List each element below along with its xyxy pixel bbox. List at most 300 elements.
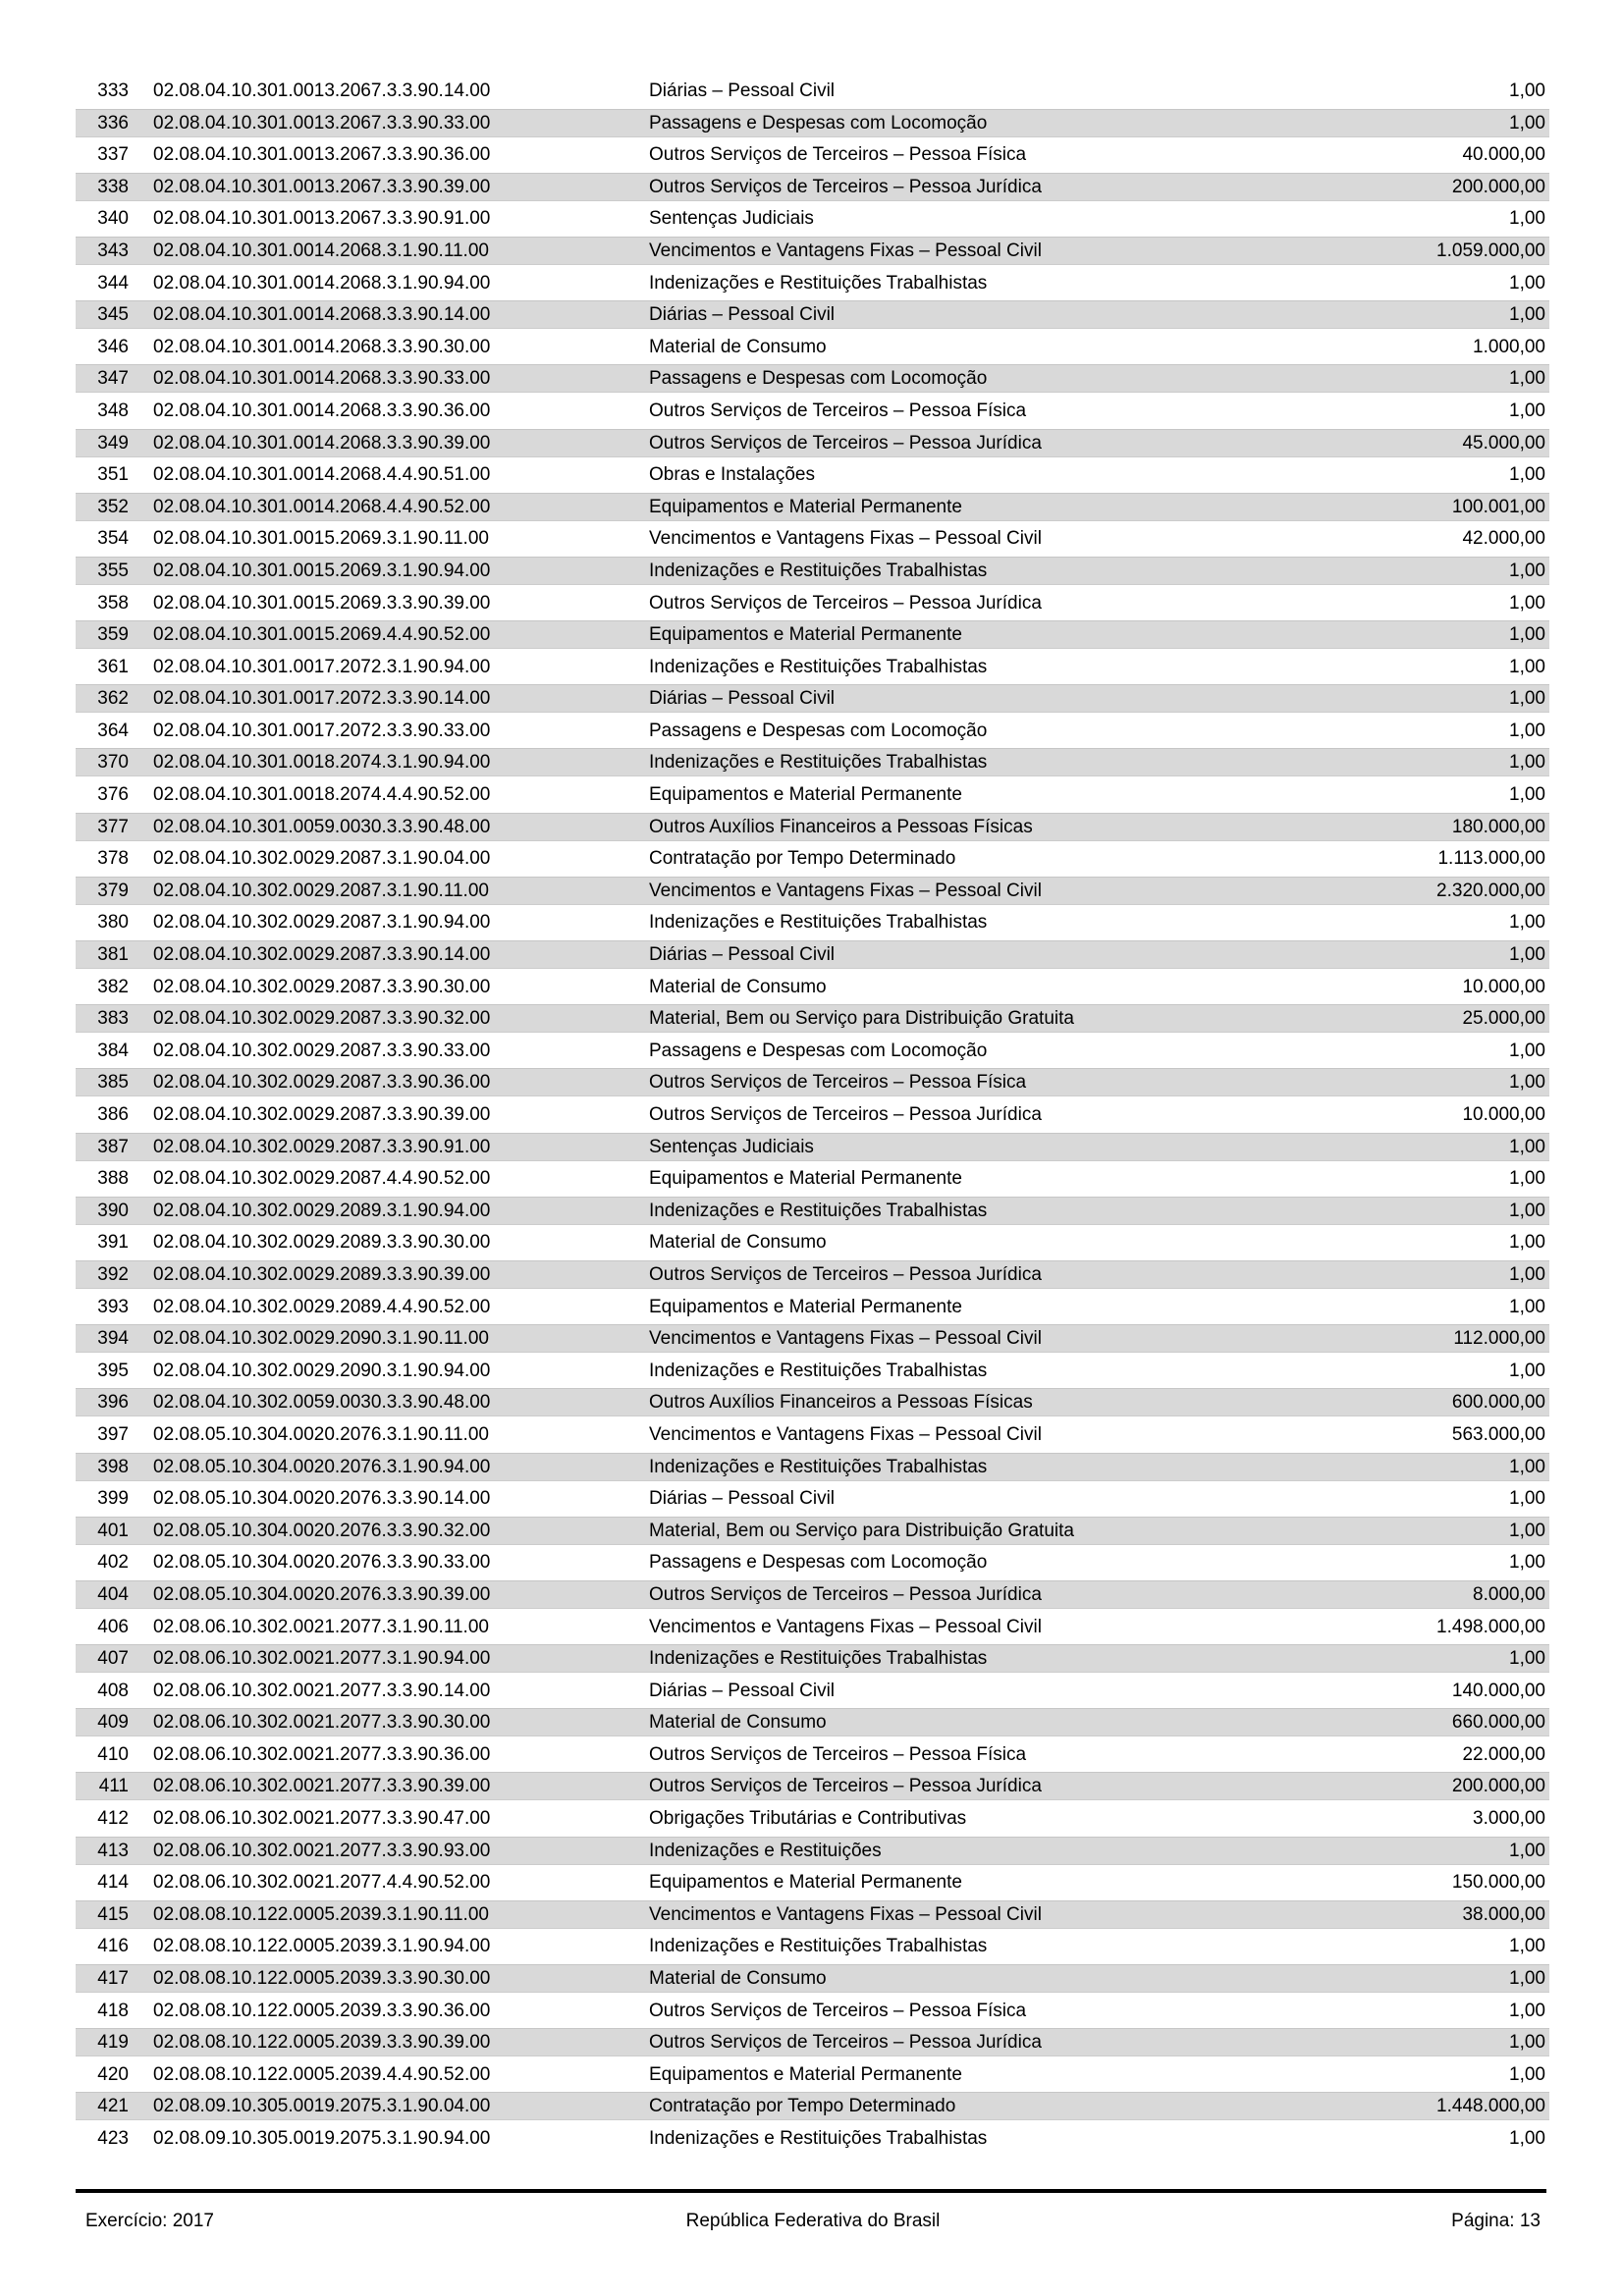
row-budget-code: 02.08.04.10.301.0014.2068.3.3.90.36.00 [153,400,491,421]
row-number: 419 [97,2032,129,2054]
row-budget-code: 02.08.04.10.301.0014.2068.4.4.90.51.00 [153,464,491,486]
row-value: 1,00 [1509,368,1545,390]
row-value: 1,00 [1509,208,1545,230]
row-description: Indenizações e Restituições Trabalhistas [649,656,988,677]
footer-rule [76,2189,1546,2193]
row-value: 1,00 [1509,1488,1545,1510]
row-number: 352 [97,496,129,517]
row-description: Contratação por Tempo Determinado [649,848,956,870]
row-description: Vencimentos e Vantagens Fixas – Pessoal Civil [649,1328,1042,1350]
row-description: Passagens e Despesas com Locomoção [649,368,988,390]
row-number: 351 [97,464,129,486]
row-budget-code: 02.08.06.10.302.0021.2077.3.3.90.47.00 [153,1808,491,1830]
row-description: Passagens e Despesas com Locomoção [649,1040,988,1061]
table-row [76,1229,1549,1255]
row-budget-code: 02.08.04.10.301.0014.2068.3.3.90.39.00 [153,432,491,454]
row-description: Indenizações e Restituições Trabalhistas [649,1648,988,1670]
row-number: 418 [97,2000,129,2021]
row-value: 1,00 [1509,1136,1545,1157]
row-value: 1,00 [1509,1040,1545,1061]
row-budget-code: 02.08.04.10.301.0013.2067.3.3.90.33.00 [153,112,491,133]
row-value: 1,00 [1509,1456,1545,1477]
row-budget-code: 02.08.04.10.302.0029.2087.3.3.90.39.00 [153,1104,491,1125]
row-budget-code: 02.08.06.10.302.0021.2077.3.3.90.14.00 [153,1680,491,1701]
table-row [76,238,1549,264]
row-value: 25.000,00 [1462,1008,1545,1030]
row-description: Vencimentos e Vantagens Fixas – Pessoal Civil [649,240,1042,261]
row-description: Outros Serviços de Terceiros – Pessoa Jurídica [649,1776,1042,1797]
row-budget-code: 02.08.06.10.302.0021.2077.3.1.90.94.00 [153,1648,491,1670]
row-budget-code: 02.08.04.10.302.0029.2087.3.3.90.91.00 [153,1136,491,1157]
row-budget-code: 02.08.04.10.302.0029.2087.3.3.90.14.00 [153,944,491,966]
row-value: 38.000,00 [1462,1903,1545,1925]
row-number: 417 [97,1968,129,1990]
row-description: Diárias – Pessoal Civil [649,304,836,326]
table-row [76,174,1549,200]
table-row [76,1869,1549,1896]
row-description: Equipamentos e Material Permanente [649,784,962,806]
row-number: 347 [97,368,129,390]
row-number: 344 [97,272,129,294]
row-value: 1,00 [1509,560,1545,581]
table-row [76,1805,1549,1832]
row-number: 394 [97,1328,129,1350]
row-number: 416 [97,1936,129,1957]
table-row [76,78,1549,104]
row-number: 401 [97,1520,129,1541]
row-description: Equipamentos e Material Permanente [649,2063,962,2085]
table-row [76,2029,1549,2056]
row-value: 1,00 [1509,656,1545,677]
table-row [76,1933,1549,1959]
row-value: 1,00 [1509,1360,1545,1381]
row-number: 340 [97,208,129,230]
table-row [76,1198,1549,1224]
table-row [76,781,1549,808]
row-budget-code: 02.08.04.10.301.0015.2069.4.4.90.52.00 [153,624,491,646]
row-budget-code: 02.08.04.10.302.0029.2087.3.1.90.94.00 [153,912,491,934]
row-description: Equipamentos e Material Permanente [649,496,962,517]
row-number: 378 [97,848,129,870]
row-description: Vencimentos e Vantagens Fixas – Pessoal Civil [649,1423,1042,1445]
table-row [76,909,1549,935]
row-number: 384 [97,1040,129,1061]
table-row [76,1038,1549,1064]
row-budget-code: 02.08.08.10.122.0005.2039.3.3.90.36.00 [153,2000,491,2021]
row-value: 1.498.000,00 [1436,1616,1545,1637]
row-number: 379 [97,880,129,901]
row-description: Outros Serviços de Terceiros – Pessoa Jurídica [649,432,1042,454]
row-description: Diárias – Pessoal Civil [649,688,836,710]
table-row [76,718,1549,744]
row-description: Indenizações e Restituições Trabalhistas [649,272,988,294]
row-budget-code: 02.08.04.10.301.0013.2067.3.3.90.36.00 [153,144,491,166]
row-description: Sentenças Judiciais [649,208,814,230]
row-number: 397 [97,1423,129,1445]
table-row [76,1294,1549,1320]
row-description: Material de Consumo [649,336,827,357]
row-number: 346 [97,336,129,357]
row-description: Outros Serviços de Terceiros – Pessoa Jurídica [649,176,1042,197]
table-row [76,941,1549,968]
row-value: 1,00 [1509,624,1545,646]
row-value: 600.000,00 [1451,1392,1545,1414]
row-budget-code: 02.08.04.10.301.0015.2069.3.1.90.11.00 [153,528,489,550]
row-budget-code: 02.08.04.10.301.0013.2067.3.3.90.91.00 [153,208,491,230]
row-budget-code: 02.08.08.10.122.0005.2039.3.3.90.39.00 [153,2032,491,2054]
row-description: Obras e Instalações [649,464,815,486]
footer [76,2211,1546,2232]
row-budget-code: 02.08.04.10.301.0017.2072.3.3.90.33.00 [153,720,491,741]
table-row [76,654,1549,680]
row-budget-code: 02.08.04.10.302.0029.2089.3.3.90.30.00 [153,1232,491,1254]
table-row [76,1901,1549,1928]
row-description: Vencimentos e Vantagens Fixas – Pessoal Civil [649,1616,1042,1637]
row-value: 1,00 [1509,2128,1545,2149]
row-description: Indenizações e Restituições Trabalhistas [649,1936,988,1957]
row-description: Outros Serviços de Terceiros – Pessoa Física [649,400,1027,421]
row-budget-code: 02.08.05.10.304.0020.2076.3.3.90.33.00 [153,1552,491,1574]
row-description: Material, Bem ou Serviço para Distribuição Gratuita [649,1520,1074,1541]
row-value: 1,00 [1509,112,1545,133]
row-value: 3.000,00 [1473,1808,1545,1830]
table-row [76,2093,1549,2119]
row-value: 1,00 [1509,784,1545,806]
row-value: 150.000,00 [1451,1872,1545,1894]
row-value: 1.113.000,00 [1437,848,1545,870]
table-row [76,1741,1549,1768]
row-value: 2.320.000,00 [1436,880,1545,901]
row-budget-code: 02.08.08.10.122.0005.2039.3.1.90.94.00 [153,1936,491,1957]
row-budget-code: 02.08.04.10.302.0029.2087.3.3.90.30.00 [153,976,491,997]
row-budget-code: 02.08.04.10.302.0029.2087.4.4.90.52.00 [153,1168,491,1190]
row-value: 1.000,00 [1473,336,1545,357]
row-value: 40.000,00 [1462,144,1545,166]
table-row [76,1518,1549,1544]
row-budget-code: 02.08.04.10.301.0014.2068.3.1.90.94.00 [153,272,491,294]
row-budget-code: 02.08.04.10.302.0029.2089.3.3.90.39.00 [153,1263,491,1285]
table-row [76,974,1549,1000]
row-budget-code: 02.08.05.10.304.0020.2076.3.1.90.94.00 [153,1456,491,1477]
row-number: 383 [97,1008,129,1030]
row-budget-code: 02.08.04.10.302.0029.2090.3.1.90.94.00 [153,1360,491,1381]
row-value: 1,00 [1509,1200,1545,1221]
table-row [76,205,1549,232]
row-description: Outros Auxílios Financeiros a Pessoas Físicas [649,1392,1033,1414]
table-row [76,685,1549,712]
table-row [76,141,1549,168]
row-value: 1,00 [1509,1296,1545,1317]
row-number: 385 [97,1072,129,1094]
row-number: 409 [97,1712,129,1734]
row-value: 1,00 [1509,1072,1545,1094]
row-description: Equipamentos e Material Permanente [649,1296,962,1317]
row-description: Passagens e Despesas com Locomoção [649,1552,988,1574]
table-row [76,1134,1549,1160]
row-budget-code: 02.08.04.10.301.0014.2068.3.1.90.11.00 [153,240,489,261]
row-value: 1,00 [1509,304,1545,326]
row-budget-code: 02.08.04.10.302.0029.2089.4.4.90.52.00 [153,1296,491,1317]
row-description: Material de Consumo [649,1712,827,1734]
row-description: Passagens e Despesas com Locomoção [649,112,988,133]
row-budget-code: 02.08.04.10.301.0015.2069.3.1.90.94.00 [153,560,491,581]
row-value: 1,00 [1509,1936,1545,1957]
footer-exercise-year: Exercício: 2017 [85,2211,214,2231]
row-number: 407 [97,1648,129,1670]
row-description: Outros Serviços de Terceiros – Pessoa Jurídica [649,592,1042,614]
row-description: Indenizações e Restituições Trabalhistas [649,2128,988,2149]
row-value: 1,00 [1509,592,1545,614]
table-row [76,1261,1549,1288]
row-description: Outros Serviços de Terceiros – Pessoa Física [649,1743,1027,1765]
table-row [76,1581,1549,1608]
row-value: 1,00 [1509,80,1545,101]
row-value: 1,00 [1509,272,1545,294]
row-number: 412 [97,1808,129,1830]
row-budget-code: 02.08.04.10.302.0029.2087.3.3.90.36.00 [153,1072,491,1094]
table-row [76,1358,1549,1384]
row-budget-code: 02.08.04.10.301.0014.2068.3.3.90.33.00 [153,368,491,390]
table-row [76,621,1549,648]
row-description: Material, Bem ou Serviço para Distribuição Gratuita [649,1008,1074,1030]
row-description: Equipamentos e Material Permanente [649,624,962,646]
table-row [76,110,1549,136]
row-value: 10.000,00 [1462,976,1545,997]
row-budget-code: 02.08.04.10.301.0059.0030.3.3.90.48.00 [153,816,491,837]
table-row [76,525,1549,552]
row-budget-code: 02.08.08.10.122.0005.2039.3.1.90.11.00 [153,1903,489,1925]
table-row [76,1549,1549,1575]
row-value: 1,00 [1509,464,1545,486]
table-row [76,878,1549,904]
row-description: Outros Serviços de Terceiros – Pessoa Jurídica [649,1263,1042,1285]
row-budget-code: 02.08.04.10.301.0017.2072.3.3.90.14.00 [153,688,491,710]
row-number: 396 [97,1392,129,1414]
table-row [76,1678,1549,1704]
row-number: 410 [97,1743,129,1765]
row-number: 376 [97,784,129,806]
row-budget-code: 02.08.08.10.122.0005.2039.4.4.90.52.00 [153,2063,491,2085]
row-number: 337 [97,144,129,166]
footer-country-title: República Federativa do Brasil [685,2211,941,2231]
row-budget-code: 02.08.04.10.301.0014.2068.3.3.90.14.00 [153,304,491,326]
table-row [76,1421,1549,1448]
row-budget-code: 02.08.09.10.305.0019.2075.3.1.90.04.00 [153,2096,491,2117]
row-value: 1,00 [1509,1552,1545,1574]
row-value: 112.000,00 [1453,1328,1545,1350]
row-description: Outros Serviços de Terceiros – Pessoa Física [649,2000,1027,2021]
row-budget-code: 02.08.04.10.302.0029.2087.3.1.90.04.00 [153,848,491,870]
row-value: 10.000,00 [1462,1104,1545,1125]
row-description: Vencimentos e Vantagens Fixas – Pessoal Civil [649,1903,1042,1925]
table-row [76,1614,1549,1640]
row-number: 411 [98,1776,129,1797]
table-row [76,590,1549,616]
row-value: 1,00 [1509,2032,1545,2054]
row-number: 354 [97,528,129,550]
row-description: Diárias – Pessoal Civil [649,1680,836,1701]
table-row [76,749,1549,775]
row-description: Indenizações e Restituições Trabalhistas [649,912,988,934]
table-row [76,1101,1549,1128]
row-number: 421 [97,2096,129,2117]
row-value: 1,00 [1509,1648,1545,1670]
row-budget-code: 02.08.08.10.122.0005.2039.3.3.90.30.00 [153,1968,491,1990]
row-description: Indenizações e Restituições Trabalhistas [649,1360,988,1381]
row-number: 381 [97,944,129,966]
row-number: 391 [97,1232,129,1254]
row-value: 1,00 [1509,1232,1545,1254]
row-budget-code: 02.08.06.10.302.0021.2077.3.3.90.93.00 [153,1840,491,1861]
row-value: 200.000,00 [1451,1776,1545,1797]
table-row [76,1645,1549,1672]
row-number: 343 [97,240,129,261]
row-description: Diárias – Pessoal Civil [649,80,836,101]
row-number: 392 [97,1263,129,1285]
row-number: 398 [97,1456,129,1477]
row-description: Outros Serviços de Terceiros – Pessoa Física [649,1072,1027,1094]
row-number: 377 [97,816,129,837]
row-number: 404 [97,1583,129,1605]
row-budget-code: 02.08.04.10.302.0029.2087.3.3.90.32.00 [153,1008,491,1030]
row-value: 1,00 [1509,1263,1545,1285]
row-budget-code: 02.08.04.10.301.0017.2072.3.1.90.94.00 [153,656,491,677]
row-description: Diárias – Pessoal Civil [649,944,836,966]
row-number: 349 [97,432,129,454]
table-row [76,1838,1549,1864]
row-number: 359 [97,624,129,646]
row-budget-code: 02.08.06.10.302.0021.2077.3.3.90.39.00 [153,1776,491,1797]
row-description: Outros Serviços de Terceiros – Pessoa Jurídica [649,2032,1042,2054]
row-description: Outros Serviços de Terceiros – Pessoa Jurídica [649,1583,1042,1605]
report-table [76,78,1549,2158]
row-value: 1,00 [1509,720,1545,741]
table-row [76,814,1549,840]
table-row [76,1709,1549,1735]
row-number: 415 [97,1903,129,1925]
row-budget-code: 02.08.06.10.302.0021.2077.3.1.90.11.00 [153,1616,489,1637]
table-row [76,2061,1549,2088]
table-row [76,1454,1549,1480]
row-number: 364 [97,720,129,741]
row-value: 1,00 [1509,2063,1545,2085]
table-row [76,461,1549,488]
row-budget-code: 02.08.04.10.301.0015.2069.3.3.90.39.00 [153,592,491,614]
row-value: 1.059.000,00 [1436,240,1545,261]
row-number: 414 [97,1872,129,1894]
row-number: 355 [97,560,129,581]
row-number: 338 [97,176,129,197]
row-value: 1,00 [1509,1520,1545,1541]
row-value: 1.448.000,00 [1436,2096,1545,2117]
row-description: Diárias – Pessoal Civil [649,1488,836,1510]
row-budget-code: 02.08.06.10.302.0021.2077.4.4.90.52.00 [153,1872,491,1894]
table-row [76,2125,1549,2152]
row-number: 386 [97,1104,129,1125]
row-value: 140.000,00 [1451,1680,1545,1701]
table-row [76,1773,1549,1799]
table-row [76,1965,1549,1992]
row-value: 563.000,00 [1451,1423,1545,1445]
table-row [76,365,1549,392]
table-row [76,301,1549,328]
row-budget-code: 02.08.04.10.301.0013.2067.3.3.90.39.00 [153,176,491,197]
row-budget-code: 02.08.04.10.302.0029.2090.3.1.90.11.00 [153,1328,489,1350]
row-value: 1,00 [1509,688,1545,710]
row-value: 180.000,00 [1451,816,1545,837]
row-value: 1,00 [1509,400,1545,421]
row-value: 1,00 [1509,2000,1545,2021]
table-row [76,270,1549,296]
row-budget-code: 02.08.04.10.301.0014.2068.4.4.90.52.00 [153,496,491,517]
row-budget-code: 02.08.04.10.301.0018.2074.4.4.90.52.00 [153,784,491,806]
row-value: 1,00 [1509,752,1545,774]
row-description: Vencimentos e Vantagens Fixas – Pessoal Civil [649,528,1042,550]
row-budget-code: 02.08.05.10.304.0020.2076.3.3.90.14.00 [153,1488,491,1510]
row-budget-code: 02.08.04.10.302.0029.2087.3.3.90.33.00 [153,1040,491,1061]
table-row [76,430,1549,456]
row-number: 333 [97,80,129,101]
row-budget-code: 02.08.06.10.302.0021.2077.3.3.90.36.00 [153,1743,491,1765]
table-row [76,1005,1549,1032]
row-number: 362 [97,688,129,710]
row-number: 395 [97,1360,129,1381]
row-description: Material de Consumo [649,1232,827,1254]
table-row [76,494,1549,520]
row-number: 387 [97,1136,129,1157]
row-value: 100.001,00 [1451,496,1545,517]
row-budget-code: 02.08.04.10.302.0059.0030.3.3.90.48.00 [153,1392,491,1414]
row-number: 382 [97,976,129,997]
table-row [76,1389,1549,1415]
table-row [76,398,1549,424]
row-value: 45.000,00 [1462,432,1545,454]
row-number: 423 [97,2128,129,2149]
row-description: Outros Serviços de Terceiros – Pessoa Jurídica [649,1104,1042,1125]
row-value: 1,00 [1509,1840,1545,1861]
row-budget-code: 02.08.05.10.304.0020.2076.3.3.90.39.00 [153,1583,491,1605]
row-value: 22.000,00 [1462,1743,1545,1765]
table-row [76,1069,1549,1095]
row-budget-code: 02.08.09.10.305.0019.2075.3.1.90.94.00 [153,2128,491,2149]
row-number: 380 [97,912,129,934]
table-row [76,845,1549,872]
footer-page-number: Página: 13 [1451,2211,1541,2231]
row-budget-code: 02.08.04.10.302.0029.2087.3.1.90.11.00 [153,880,489,901]
row-number: 420 [97,2063,129,2085]
row-number: 336 [97,112,129,133]
row-description: Indenizações e Restituições Trabalhistas [649,1456,988,1477]
table-row [76,1165,1549,1192]
row-value: 42.000,00 [1462,528,1545,550]
row-number: 402 [97,1552,129,1574]
row-description: Outros Auxílios Financeiros a Pessoas Físicas [649,816,1033,837]
row-description: Vencimentos e Vantagens Fixas – Pessoal Civil [649,880,1042,901]
row-description: Passagens e Despesas com Locomoção [649,720,988,741]
row-number: 393 [97,1296,129,1317]
table-row [76,1325,1549,1352]
table-row [76,1485,1549,1512]
row-budget-code: 02.08.05.10.304.0020.2076.3.3.90.32.00 [153,1520,491,1541]
row-number: 406 [97,1616,129,1637]
row-value: 1,00 [1509,1168,1545,1190]
row-value: 660.000,00 [1451,1712,1545,1734]
row-budget-code: 02.08.04.10.301.0014.2068.3.3.90.30.00 [153,336,491,357]
row-number: 348 [97,400,129,421]
row-value: 1,00 [1509,912,1545,934]
row-number: 399 [97,1488,129,1510]
row-value: 8.000,00 [1473,1583,1545,1605]
